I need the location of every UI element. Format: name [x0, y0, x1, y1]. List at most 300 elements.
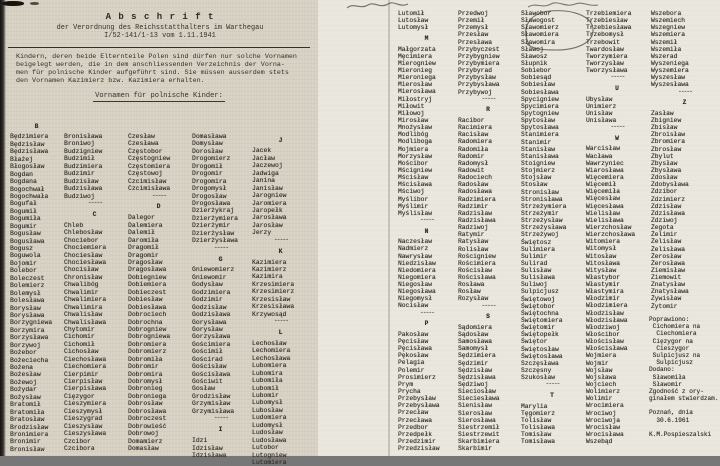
name-entry: Będzisław	[10, 140, 45, 148]
name-entry: Błogosław	[10, 163, 45, 171]
name-entry: Sulisław	[521, 267, 552, 275]
name-entry: Sądomiera	[458, 323, 493, 331]
name-entry: Mieroniega	[398, 74, 436, 82]
name-entry: Gosław	[192, 385, 216, 393]
name-entry: Budzisława	[64, 185, 103, 193]
name-entry: Boguwola	[10, 252, 41, 260]
name-entry: Lutomysł	[398, 24, 429, 32]
name-entry: Rościsław	[458, 266, 493, 274]
name-entry: Radosław	[458, 181, 489, 189]
name-entry: Sądosław	[458, 331, 489, 339]
name-entry: Świętomiera	[521, 317, 563, 325]
name-entry: Spytosław	[521, 117, 556, 125]
name-column	[586, 10, 649, 445]
name-entry: Mierosława	[398, 88, 436, 96]
name-entry: Błażej	[10, 155, 34, 163]
name-entry: Stojmierz	[521, 167, 556, 175]
name-entry: Wojmiera	[586, 352, 617, 360]
name-entry: Bratosław	[10, 416, 45, 424]
name-entry: Sulisława	[521, 274, 556, 282]
name-entry: Sienisław	[458, 402, 493, 410]
name-entry: Dragomił	[128, 244, 159, 252]
name-entry: Cierpimir	[64, 370, 99, 378]
name-entry: Ziemowit	[651, 274, 682, 282]
name-entry: Bogufał	[10, 200, 37, 208]
name-entry: Stojsław	[521, 174, 552, 182]
name-entry: Samomysł	[458, 345, 489, 353]
name-entry: Radociech	[458, 174, 493, 182]
name-entry: Przesław	[458, 31, 489, 39]
name-entry: Strzeżysław	[521, 217, 563, 225]
name-entry: Dzierżysława	[192, 237, 239, 245]
name-entry: Sieciesława	[458, 395, 500, 403]
name-entry: Dobiegniew	[128, 273, 167, 281]
name-entry: Dobromir	[128, 363, 159, 371]
name-entry: Bożydar	[10, 386, 37, 394]
name-entry: Kazimierz	[252, 266, 287, 273]
name-entry: Gościwit	[192, 378, 223, 385]
name-entry: Tolisław	[521, 416, 552, 424]
name-entry: Radzisław	[458, 209, 493, 217]
name-entry: Lubomiera	[252, 362, 287, 370]
name-entry: Lubomir	[252, 392, 279, 399]
name-entry: Modlibóg	[398, 131, 429, 139]
section-separator: -----	[610, 73, 625, 81]
name-entry: Niegosława	[398, 288, 436, 296]
name-entry: Przebysława	[398, 402, 440, 410]
name-entry: Tomisław	[521, 431, 552, 439]
name-entry: Idzisław	[192, 444, 223, 452]
name-entry: Małgorzata	[398, 45, 436, 53]
name-entry: Tomisława	[521, 438, 556, 446]
name-entry: Stronisława	[521, 195, 563, 203]
name-entry: Żerosława	[651, 259, 686, 267]
name-entry: Sierosława	[458, 416, 496, 424]
name-entry: Bogumił	[10, 207, 37, 215]
section-separator: -----	[420, 215, 434, 223]
name-entry: Szczęsława	[521, 359, 559, 367]
name-entry: Wyszemiera	[651, 67, 689, 75]
name-entry: Gorysław	[192, 325, 223, 333]
name-entry: Sławobor	[521, 10, 552, 17]
name-entry: Dragosława	[128, 266, 167, 274]
name-entry: Sławosz	[521, 52, 548, 60]
name-entry: Niedzisław	[398, 259, 436, 267]
note-line: Poznań, dnia	[649, 409, 693, 417]
name-entry: Dobrogniew	[128, 325, 167, 333]
section-letter: I	[218, 426, 224, 434]
name-entry: Wawrzyniec	[586, 159, 624, 167]
name-entry: Sławomierz	[521, 24, 559, 32]
name-entry: Więcemiła	[586, 188, 621, 196]
note-line: Poprawiono:	[649, 316, 690, 323]
name-entry: Przedzisław	[398, 445, 440, 453]
name-entry: Bronisława	[64, 133, 103, 140]
name-entry: Jarogniew	[252, 192, 287, 200]
name-entry: Myślimir	[398, 202, 429, 210]
name-entry: Sulimir	[521, 252, 548, 260]
name-entry: Więcemiera	[586, 173, 624, 181]
document-title: A b s c h r i f t	[105, 12, 215, 22]
name-entry: Gniewomierz	[192, 266, 235, 274]
name-entry: Chwalibóg	[64, 281, 99, 289]
name-entry: Włodzisława	[586, 316, 628, 324]
name-entry: Dobiesława	[128, 303, 167, 311]
name-entry: Cieszysława	[64, 430, 107, 438]
certification-note	[649, 316, 719, 438]
name-entry: Twardosław	[586, 45, 624, 53]
name-entry: Suliwoj	[521, 281, 548, 289]
name-entry: Krzywosąd	[252, 310, 287, 318]
name-entry: Spycimiera	[521, 102, 559, 110]
name-entry: Zdzimierz	[651, 195, 686, 203]
name-entry: Drogomysł	[192, 185, 227, 193]
name-entry: Dobrociech	[128, 311, 167, 319]
name-entry: Stanisław	[521, 145, 556, 153]
name-entry: Zdziwoj	[651, 216, 678, 224]
name-entry: Świętobor	[521, 302, 556, 310]
name-entry: Racisław	[458, 131, 489, 139]
name-entry: Świętomir	[521, 324, 556, 332]
name-entry: Wszegniew	[651, 24, 686, 32]
name-entry: Bogochwał	[10, 185, 45, 193]
name-entry: Ubysław	[586, 95, 613, 103]
section-separator: -----	[151, 191, 167, 199]
name-entry: Wszemiła	[651, 45, 682, 53]
name-entry: Świętor	[521, 338, 548, 346]
name-entry: Brodzisław	[10, 423, 49, 431]
name-entry: Sędziwoj	[458, 381, 489, 389]
name-entry: Dobieczest	[128, 288, 167, 296]
name-entry: Męcimiera	[398, 52, 433, 60]
name-entry: Cieszysław	[64, 422, 103, 430]
name-entry: Unisława	[586, 116, 617, 124]
name-entry: Boleczest	[10, 274, 45, 282]
name-entry: Przedwoj	[458, 10, 489, 17]
name-entry: Zdzisława	[651, 209, 686, 217]
name-entry: Lubomiła	[252, 377, 283, 385]
name-entry: Budzisław	[64, 177, 99, 185]
name-entry: Dobiemiera	[128, 281, 167, 289]
name-entry: Czcimisława	[128, 185, 171, 193]
name-entry: Godysław	[192, 281, 223, 289]
name-entry: Wyszesława	[651, 81, 689, 89]
name-entry: Niegomysł	[398, 295, 433, 303]
name-entry: Marylia	[521, 402, 548, 410]
name-entry: Krzesisław	[252, 295, 291, 303]
name-entry: Siestrzewit	[458, 431, 500, 439]
name-entry: Lechosława	[252, 354, 291, 362]
section-letter: N	[424, 227, 430, 235]
section-separator: -----	[213, 414, 229, 422]
name-entry: Rościsława	[458, 274, 496, 282]
name-entry: Czesław	[128, 133, 155, 140]
note-line: Sławomir	[649, 380, 682, 388]
name-entry: Domysław	[192, 140, 223, 148]
name-entry: Lutobor	[252, 444, 279, 452]
name-entry: Wszebora	[651, 10, 682, 17]
name-entry: Domamierz	[128, 437, 163, 445]
name-entry: Dragosław	[128, 259, 163, 266]
section-separator: -----	[213, 243, 229, 251]
name-entry: Świętowoj	[521, 295, 556, 303]
name-entry: Chociemiera	[64, 244, 107, 252]
section-separator: -----	[610, 123, 625, 131]
name-entry: Prosimierz	[398, 373, 436, 381]
name-entry: Częstogniew	[128, 155, 171, 163]
name-entry: Żywisław	[651, 295, 682, 303]
name-entry: Rosław	[458, 288, 481, 296]
name-entry: Spytosława	[521, 124, 559, 132]
name-entry: Dzierżykraj	[192, 207, 235, 215]
name-entry: Broniwoj	[64, 140, 95, 148]
name-entry: Mścisław	[398, 174, 429, 182]
name-entry: Mnożysław	[398, 124, 433, 132]
name-entry: Włościsława	[586, 345, 628, 353]
name-entry: Naczesław	[398, 238, 433, 246]
name-entry: Ludosław	[252, 429, 283, 437]
name-entry: Radzimir	[458, 202, 489, 210]
name-column	[521, 10, 584, 445]
name-entry: Przecława	[398, 416, 433, 424]
name-entry: Dobromierz	[128, 348, 167, 356]
name-entry: Jaropełk	[252, 206, 283, 214]
name-entry: Sławogost	[521, 17, 556, 25]
name-entry: Trzebowit	[586, 38, 621, 46]
name-entry: Cieszygrad	[64, 415, 103, 423]
name-entry: Zdobysława	[651, 181, 689, 189]
name-entry: Nadmierz	[398, 245, 429, 253]
name-entry: Strzeżymiera	[521, 202, 567, 210]
name-entry: Grzymisław	[192, 400, 231, 408]
section-letter: M	[424, 34, 430, 42]
name-entry: Bożewoj	[10, 378, 37, 386]
name-entry: Chociesław	[64, 251, 103, 259]
name-entry: Chlebosław	[64, 229, 103, 237]
note-line: Cichomiera na	[649, 323, 701, 331]
name-entry: Zbysława	[651, 166, 682, 174]
name-entry: Lutogniew	[252, 451, 287, 459]
name-entry: Sierosław	[458, 409, 493, 417]
name-entry: Ratysław	[458, 238, 489, 246]
name-entry: Skarbimiera	[458, 438, 500, 446]
name-entry: Racimiera	[458, 124, 493, 132]
name-entry: Bożesław	[10, 371, 41, 379]
name-entry: Mścigniew	[398, 166, 433, 174]
name-entry: Dzierżysław	[192, 229, 235, 237]
name-entry: Włastymira	[586, 288, 624, 296]
name-entry: Siestrzemił	[458, 423, 500, 431]
name-entry: Dzierżymiera	[192, 214, 239, 222]
name-entry: Gościmiera	[192, 340, 231, 348]
name-entry: Żytomir	[651, 302, 678, 310]
note-line: Sulpicjusz na	[649, 351, 701, 359]
name-entry: Modliboga	[398, 138, 433, 146]
name-entry: Cieszymiera	[64, 400, 107, 408]
name-entry: Radowit	[458, 166, 485, 174]
name-entry: Chytomir	[64, 325, 95, 333]
name-entry: Wrociwoj	[586, 409, 617, 417]
section-separator: -----	[273, 317, 289, 325]
name-entry: Budzimił	[64, 155, 95, 163]
name-entry: Dobrowieść	[128, 422, 167, 430]
scan-edge-shadow	[0, 0, 6, 456]
section-letter: C	[92, 210, 98, 218]
name-entry: Przybysław	[458, 74, 496, 82]
name-entry: Lechosław	[252, 339, 287, 347]
note-line: Sulpicjusz	[649, 359, 693, 367]
name-entry: Chronisław	[64, 273, 103, 281]
name-entry: Trzebiesław	[586, 17, 628, 25]
name-column	[651, 10, 719, 310]
document-page-left	[0, 0, 318, 466]
name-entry: Żerosław	[651, 252, 682, 260]
name-entry: Świętopełk	[521, 331, 559, 339]
name-entry: Krzesimiera	[252, 280, 295, 288]
name-entry: Chwalimiera	[64, 296, 107, 304]
name-entry: Włościbor	[586, 331, 621, 339]
scan-artifact	[2, 1, 24, 6]
name-entry: Rolisław	[458, 245, 489, 253]
name-entry: Cierpisława	[64, 385, 107, 393]
name-entry: Witomysł	[586, 245, 617, 253]
name-entry: Bogumiła	[10, 215, 41, 223]
name-entry: Przybyrad	[458, 67, 493, 75]
name-entry: Bratomiła	[10, 408, 45, 416]
name-entry: Borysława	[10, 311, 45, 319]
name-entry: Przybygniew	[458, 52, 500, 60]
name-entry: Domasława	[192, 133, 227, 140]
name-entry: Przedpełk	[398, 430, 433, 438]
name-entry: Trzebiemiera	[586, 10, 632, 17]
name-entry: Wacława	[586, 152, 613, 160]
name-entry: Rozysław	[458, 295, 489, 303]
name-entry: Borzywoj	[10, 341, 41, 349]
name-entry: Morzysław	[398, 152, 433, 160]
name-entry: Strzeżysława	[521, 224, 567, 232]
name-entry: Dorosław	[192, 147, 223, 155]
name-entry: Zbigniew	[651, 116, 682, 124]
name-entry: Przemił	[458, 17, 485, 25]
name-entry: Przedzimir	[398, 438, 436, 446]
name-entry: Dzierżymir	[192, 222, 231, 230]
name-entry: Krzesimierz	[252, 288, 295, 296]
note-line: Ciechomiera	[649, 330, 697, 338]
name-entry: Przybysława	[458, 81, 500, 89]
name-entry: Witosława	[586, 259, 621, 267]
document-subtitle: der Verordnung des Reichsstatthalters im Warthegau	[56, 24, 264, 32]
name-entry: Zdosław	[651, 174, 678, 182]
section-letter: J	[278, 136, 284, 144]
name-entry: Mścisława	[398, 181, 433, 189]
name-entry: Cierpisław	[64, 378, 103, 385]
horizontal-rule	[8, 47, 310, 48]
name-entry: Chwalimira	[64, 303, 103, 311]
name-entry: Cichomir	[64, 333, 95, 341]
decree-paragraph	[16, 54, 312, 86]
name-entry: Żegota	[651, 224, 674, 232]
name-entry: Dobrosław	[128, 400, 163, 408]
note-line: Cięzygor na	[649, 337, 693, 345]
name-column	[10, 119, 64, 453]
name-entry: Polemir	[398, 366, 425, 374]
name-entry: Bogochwała	[10, 192, 49, 200]
section-separator: -----	[420, 308, 434, 316]
name-entry: Prycha	[398, 388, 421, 396]
name-entry: Unisław	[586, 109, 613, 117]
name-entry: Mieronieg	[398, 66, 433, 74]
name-entry: Słupnik	[521, 59, 548, 67]
name-entry: Miłowoj	[398, 109, 425, 117]
section-letter: L	[278, 329, 284, 336]
name-entry: Trzebomysł	[586, 31, 624, 39]
name-entry: Gościsław	[192, 363, 227, 371]
note-line	[649, 424, 719, 431]
section-separator: -----	[545, 380, 560, 388]
name-entry: Szukosław	[521, 374, 556, 382]
name-entry: Chwalisława	[64, 318, 107, 326]
name-entry: Wyszeniega	[651, 59, 689, 67]
name-entry: Godzimir	[192, 296, 223, 304]
name-entry: Mierosław	[398, 81, 433, 89]
name-entry: Tworzysław	[586, 59, 624, 67]
name-entry: Szczęsny	[521, 367, 552, 375]
name-entry: Sławoj	[521, 45, 544, 53]
name-entry: Tęgomierz	[521, 409, 556, 417]
name-entry: Chociesława	[64, 259, 107, 266]
name-entry: Sławomiera	[521, 31, 559, 39]
name-entry: Chocisław	[64, 266, 99, 274]
section-letter: S	[486, 313, 491, 321]
section-letter: G	[218, 255, 224, 263]
name-entry: Dalegor	[128, 214, 155, 222]
section-letter: W	[615, 134, 620, 142]
name-entry: Wolimierz	[586, 388, 621, 396]
name-entry: Godzimiera	[192, 288, 231, 296]
name-entry: Janisław	[252, 184, 283, 192]
name-entry: Jerzy	[252, 229, 272, 237]
list-heading: Vornamen für polnische Kinder:	[95, 92, 223, 100]
name-entry: Lubomysł	[252, 399, 283, 407]
name-entry: Radomiera	[458, 138, 493, 146]
name-entry: Janina	[252, 177, 276, 185]
name-entry: Skarbimir	[458, 445, 493, 453]
name-entry: Włodzisław	[586, 309, 624, 317]
name-entry: Bożysław	[10, 393, 41, 401]
name-entry: Radomysł	[458, 159, 489, 167]
name-entry: Dobrosława	[128, 407, 167, 415]
name-entry: Mściwoj	[398, 188, 425, 196]
name-entry: Przesława	[458, 38, 493, 46]
name-entry: Przecław	[398, 409, 429, 417]
name-entry: Sobiesława	[521, 88, 559, 96]
name-entry: Warcisław	[586, 145, 621, 153]
name-entry: Dobromiła	[128, 355, 163, 363]
note-line: ginałem stwierdzam.	[649, 395, 719, 403]
name-entry: Drogosław	[192, 192, 227, 200]
name-entry: Czcibor	[64, 437, 91, 445]
name-entry: Unimierz	[586, 102, 617, 110]
section-letter: P	[424, 320, 430, 328]
name-entry: Nocisław	[398, 302, 429, 310]
name-entry: Przebysław	[398, 395, 436, 403]
name-entry: Sławomira	[521, 38, 556, 46]
name-entry: Wrocisława	[586, 431, 624, 439]
name-entry: Bożeciecha	[10, 356, 49, 364]
name-entry: Bogumir	[10, 222, 37, 230]
name-entry: Żelisława	[651, 245, 686, 253]
name-entry: Przemysł	[458, 24, 489, 32]
